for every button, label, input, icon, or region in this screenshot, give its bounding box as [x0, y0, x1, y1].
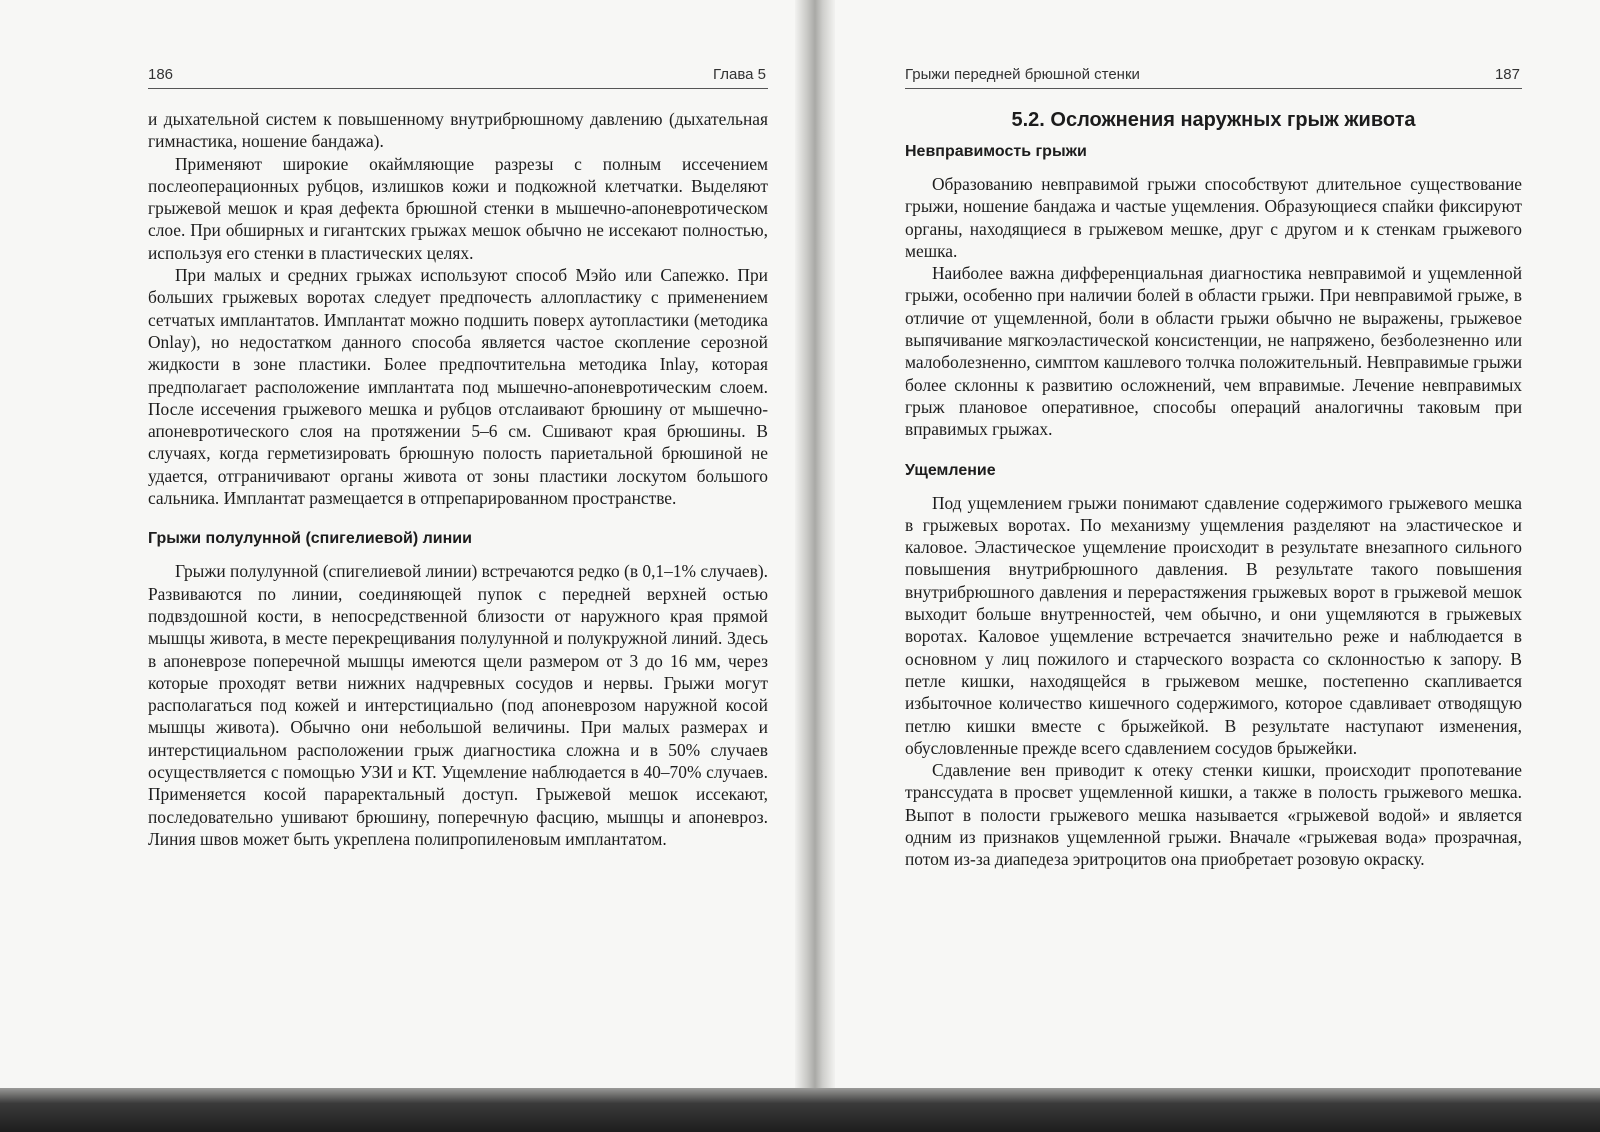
paragraph: При малых и средних грыжах используют способ Мэйо или Сапежко. При больших грыжевых воротах следует предпочесть аллопластику с применением сетчатых имплантатов. Имплантат можно подшить поверх аутопластики (методика Onlay), но недостатком данного способа является частое скопление серозной жидкости в зоне пластики. Более предпочтительна методика Inlay, которая предполагает расположение имплантата под мышечно-апоневротическим слоем. После иссечения грыжевого мешка и рубцов отслаивают брюшину от мышечно-апоневротического слоя на протяжении 5–6 см. Сшивают края брюшины. В случаях, когда герметизировать брюшную полость париетальной брюшиной не удается, отграничивают органы живота от зоны пластики лоскутом большого сальника. Имплантат размещается в отпрепарированном пространстве.: [148, 265, 768, 509]
scan-bottom-edge: [0, 1088, 1600, 1132]
right-page-number: 187: [1494, 66, 1520, 83]
left-running-head: [148, 66, 768, 89]
paragraph: Сдавление вен приводит к отеку стенки кишки, происходит пропотевание транссудата в просвет ущемленной кишки, а также в полость грыжевого мешка. Выпот в полости грыжевого мешка называется «грыжевой водой» и является одним из признаков ущемленной грыжи. Вначале «грыжевая вода» прозрачная, потом из-за диапедеза эритроцитов она приобретает розовую окраску.: [905, 760, 1522, 870]
paragraph: Наиболее важна дифференциальная диагностика невправимой и ущемленной грыжи, особенно при наличии болей в области грыжи. При невправимой грыже, в отличие от ущемленной, боли в области грыжи обычно не выражены, грыжевое выпячивание мягкоэластической консистенции, не напряжено, безболезненно или малоболезненно, симптом кашлевого толчка положительный. Невправимые грыжи более склонны к развитию осложнений, чем вправимые. Лечение невправимых грыж плановое оперативное, способы операций аналогичны таковым при вправимых грыжах.: [905, 263, 1522, 440]
book-gutter: [795, 0, 835, 1100]
running-title: Грыжи передней брюшной стенки: [905, 66, 1140, 83]
paragraph: Применяют широкие окаймляющие разрезы с полным иссечением послеоперационных рубцов, излишков кожи и подкожной клетчатки. Выделяют грыжевой мешок и края дефекта брюшной стенки в мышечно-апоневротическом слое. При обширных и гигантских грыжах мешок обычно не иссекают полностью, используя его стенки в пластических целях.: [148, 153, 768, 263]
subheading-irreducibility: Невправимость грыжи: [905, 143, 1087, 160]
left-page-number: 186: [148, 66, 174, 83]
paragraph: Под ущемлением грыжи понимают сдавление содержимого грыжевого мешка в грыжевых воротах. По механизму ущемления разделяют на эластическое и каловое. Эластическое ущемление происходит в результате внезапного сильного повышения внутрибрюшного давления. В результате такого повышения внутрибрюшного давления и перерастяжения грыжевых ворот в грыжевой мешок выходит больше внутренностей, чем обычно, и они ущемляются в грыжевых воротах. Каловое ущемление встречается значительно реже и наблюдается в основном у лиц пожилого и старческого возраста со склонностью к запору. В петле кишки, находящейся в грыжевом мешке, постепенно скапливается избыточное количество кишечного содержимого, которое сдавливает отводящую петлю кишки вместе с брыжейкой. В результате наступают изменения, обусловленные прежде всего сдавлением сосудов брыжейки.: [905, 492, 1522, 758]
right-text-column: [905, 108, 1522, 871]
paragraph: Грыжи полулунной (спигелиевой линии) встречаются редко (в 0,1–1% случаев). Развиваются по линии, соединяющей пупок с передней верхней остью подвздошной кости, в непосредственной близости от наружного края прямой мышцы живота, в месте перекрещивания полулунной и полукружной линий. Здесь в апоневрозе поперечной мышцы имеются щели размером от 3 до 16 мм, через которые проходят ветви нижних надчревных сосудов и нервы. Грыжи могут располагаться под кожей и интерстициально (под апоневрозом наружной косой мышцы живота). Обычно они небольшой величины. При малых размерах и интерстициальном расположении грыж диагностика сложна и в 50% случаев осуществляется с помощью УЗИ и КТ. Ущемление наблюдается в 40–70% случаев. Применяется косой параректальный доступ. Грыжевой мешок иссекают, последовательно ушивают брюшину, поперечную фасцию, мышцы и апоневроз. Линия швов может быть укреплена полипропиленовым имплантатом.: [148, 561, 768, 849]
subheading-spigelian: Грыжи полулунной (спигелиевой) линии: [148, 530, 472, 548]
left-text-column: [148, 108, 768, 850]
paragraph: Образованию невправимой грыжи способствуют длительное существование грыжи, ношение бандажа и частые ущемления. Образующиеся спайки фиксируют органы, находящиеся в грыжевом мешке, друг с другом и к стенкам грыжевого мешка.: [905, 174, 1522, 261]
paragraph: и дыхательной систем к повышенному внутрибрюшному давлению (дыхательная гимнастика, ношение бандажа).: [148, 109, 768, 152]
chapter-label: Глава 5: [712, 66, 766, 83]
section-heading: 5.2. Осложнения наружных грыж живота: [1011, 109, 1416, 131]
subheading-strangulation: Ущемление: [905, 461, 996, 479]
right-running-head: [905, 66, 1522, 89]
